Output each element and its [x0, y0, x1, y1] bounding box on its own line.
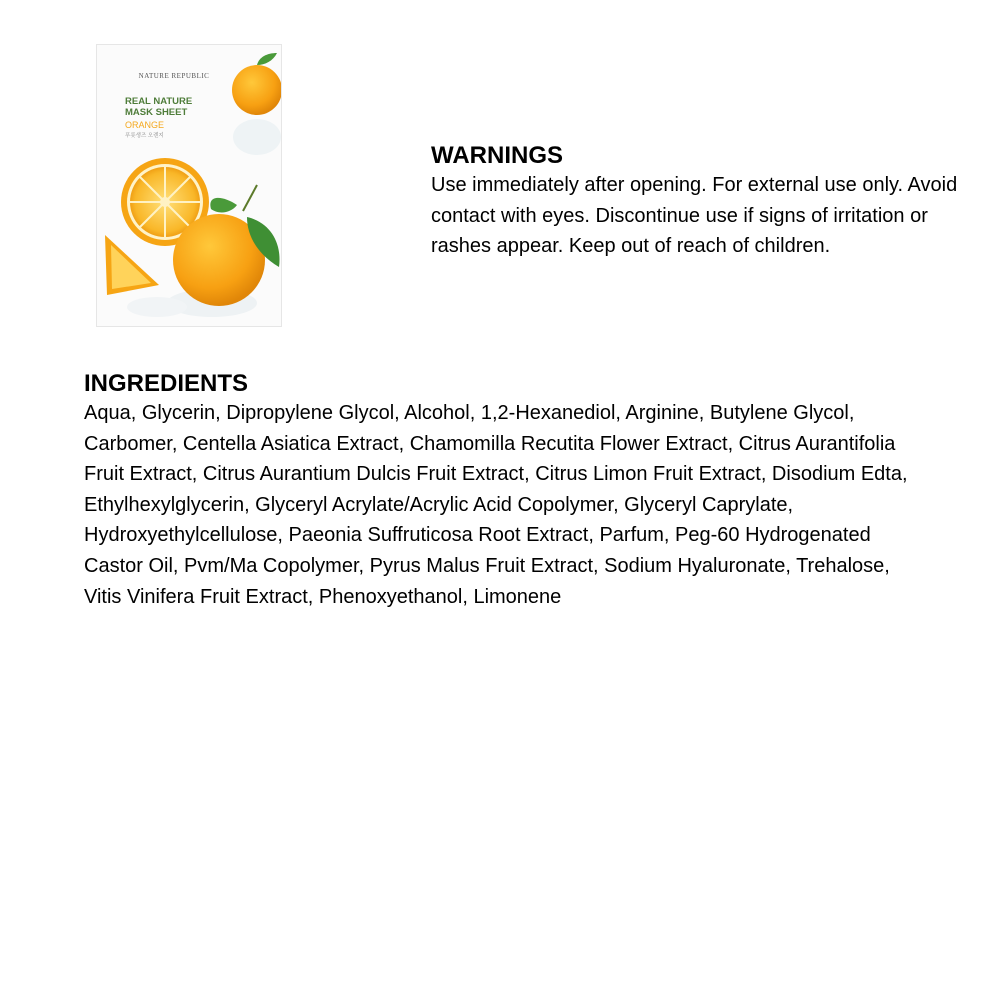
warnings-section	[431, 142, 976, 262]
product-name-line-2: MASK SHEET	[125, 107, 188, 118]
product-image-mask-sheet	[96, 44, 282, 327]
product-name	[125, 96, 192, 118]
ingredients-text: Aqua, Glycerin, Dipropylene Glycol, Alcohol, 1,2-Hexanediol, Arginine, Butylene Glycol, Carbomer, Centella Asiatica Extract, Chamomilla Recutita Flower Extract, Citrus Aurantifolia Fruit Extract, Citrus Aurantium Dulcis Fruit Extract, Citrus Limon Fruit Extract, Disodium Edta, Ethylhexylglycerin, Glyceryl Acrylate/Acrylic Acid Copolymer, Glyceryl Caprylate, Hydroxyethylcellulose, Paeonia Suffruticosa Root Extract, Parfum, Peg-60 Hydrogenated Castor Oil, Pvm/Ma Copolymer, Pyrus Malus Fruit Extract, Sodium Hyaluronate, Trehalose, Vitis Vinifera Fruit Extract, Phenoxyethanol, Limonene	[84, 402, 908, 608]
warnings-title: WARNINGS	[431, 142, 563, 169]
ingredients-section	[84, 370, 924, 612]
product-name-line-1: REAL NATURE	[125, 96, 193, 107]
brand-name: NATURE REPUBLIC	[138, 72, 210, 80]
warnings-text: Use immediately after opening. For external use only. Avoid contact with eyes. Discontinue use if signs of irritation or rashes appear. Keep out of reach of children.	[431, 174, 958, 258]
orange-illustration	[97, 45, 282, 327]
product-variant: ORANGE	[125, 120, 165, 130]
ingredients-title: INGREDIENTS	[84, 370, 249, 397]
product-korean-name: 푸릇생즈 오렌지	[125, 133, 164, 139]
